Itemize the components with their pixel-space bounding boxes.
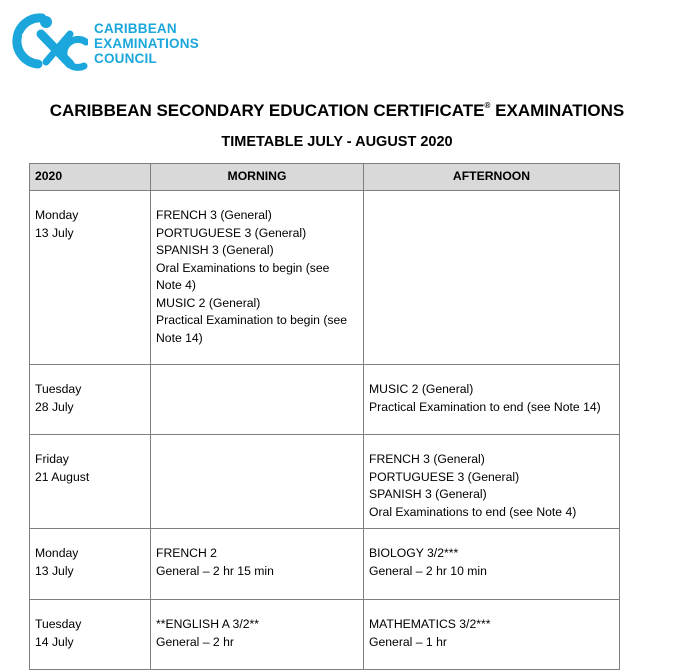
date-cell (30, 529, 151, 600)
morning-cell (151, 435, 364, 529)
afternoon-cell (364, 191, 620, 365)
afternoon-cell (364, 600, 620, 670)
exam-line: Practical Examination to begin (see (156, 313, 348, 327)
exam-line: PORTUGUESE 3 (General) (156, 225, 307, 240)
registered-mark: ® (484, 101, 491, 110)
afternoon-cell (364, 365, 620, 435)
exam-line: MUSIC 2 (General) (156, 295, 261, 310)
header-morning: MORNING (151, 164, 364, 191)
exam-line: Practical Examination to end (see Note 14) (369, 399, 601, 414)
afternoon-cell (364, 435, 620, 529)
logo-line-3: COUNCIL (94, 51, 157, 66)
exam-line: PORTUGUESE 3 (General) (369, 469, 520, 484)
document-title (0, 101, 674, 121)
logo-line-2: EXAMINATIONS (94, 36, 199, 51)
exam-line: General – 1 hr (369, 634, 447, 649)
exam-line: Note 14) (156, 330, 203, 345)
exam-line: SPANISH 3 (General) (156, 243, 274, 257)
table-row (30, 600, 620, 670)
date-cell (30, 191, 151, 365)
exam-line: FRENCH 2 (156, 546, 217, 560)
title-main: CARIBBEAN SECONDARY EDUCATION CERTIFICATE (49, 101, 485, 120)
date-label: 21 August (35, 469, 90, 484)
header-afternoon: AFTERNOON (364, 164, 620, 191)
table-row (30, 435, 620, 529)
date-label: 13 July (35, 563, 74, 578)
exam-line: Oral Examinations to begin (see (156, 260, 330, 275)
day-label: Monday (35, 208, 79, 222)
date-cell (30, 600, 151, 670)
logo-line-1: CARIBBEAN (94, 21, 177, 36)
exam-line: FRENCH 3 (General) (156, 208, 272, 222)
afternoon-cell (364, 529, 620, 600)
date-label: 14 July (35, 634, 74, 649)
morning-cell (151, 529, 364, 600)
exam-line: SPANISH 3 (General) (369, 487, 487, 501)
exam-line: MUSIC 2 (General) (369, 382, 474, 396)
date-cell (30, 435, 151, 529)
day-label: Monday (35, 546, 79, 560)
table-row (30, 365, 620, 435)
date-label: 28 July (35, 399, 74, 414)
logo-wordmark (94, 21, 199, 66)
document-subtitle: TIMETABLE JULY - AUGUST 2020 (221, 134, 453, 150)
day-label: Friday (35, 452, 69, 466)
day-label: Tuesday (35, 382, 82, 396)
cxc-logo (8, 12, 198, 74)
day-label: Tuesday (35, 617, 82, 631)
morning-cell (151, 191, 364, 365)
exam-line: **ENGLISH A 3/2** (156, 617, 259, 631)
exam-line: Oral Examinations to end (see Note 4) (369, 504, 577, 519)
date-cell (30, 365, 151, 435)
header-date: 2020 (30, 164, 151, 191)
exam-line: BIOLOGY 3/2*** (369, 546, 459, 560)
exam-line: FRENCH 3 (General) (369, 452, 485, 466)
exam-line: General – 2 hr 15 min (156, 563, 274, 578)
exam-line: General – 2 hr (156, 634, 234, 649)
cxc-logo-icon (8, 12, 88, 74)
exam-line: General – 2 hr 10 min (369, 563, 487, 578)
exam-line: Note 4) (156, 278, 196, 292)
date-label: 13 July (35, 225, 74, 240)
table-row (30, 191, 620, 365)
morning-cell (151, 365, 364, 435)
morning-cell (151, 600, 364, 670)
table-row (30, 529, 620, 600)
table-header-row (30, 164, 620, 191)
timetable (29, 163, 620, 670)
title-main-end: EXAMINATIONS (495, 101, 625, 120)
exam-line: MATHEMATICS 3/2*** (369, 617, 491, 631)
